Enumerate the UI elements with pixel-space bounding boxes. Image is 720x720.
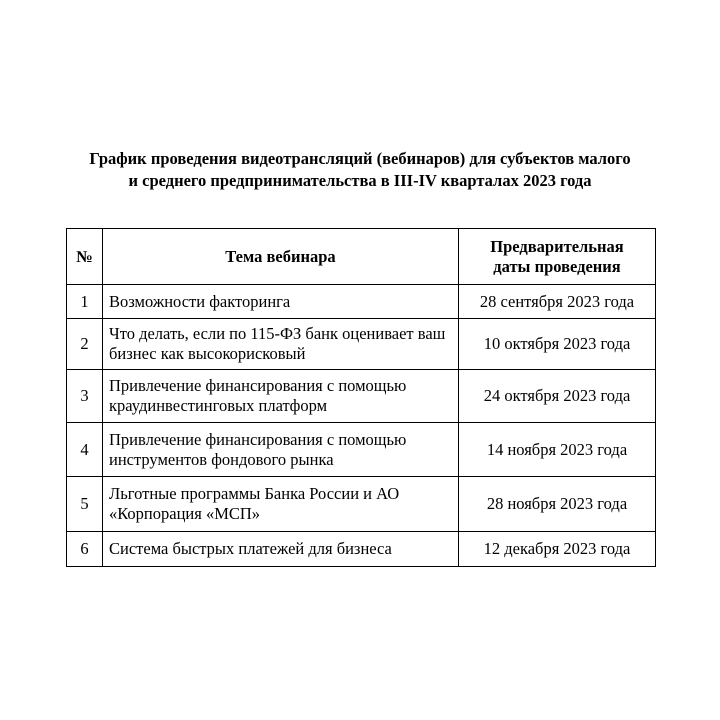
title-line-1: График проведения видеотрансляций (вебинаров) для субъектов малого: [89, 149, 631, 168]
row-number: 3: [67, 370, 103, 423]
row-number: 5: [67, 477, 103, 532]
title-line-2: и среднего предпринимательства в III-IV кварталах 2023 года: [128, 171, 592, 190]
row-date: 12 декабря 2023 года: [459, 532, 656, 567]
row-topic: Возможности факторинга: [103, 285, 459, 319]
table-row: [67, 370, 656, 423]
row-topic: Система быстрых платежей для бизнеса: [103, 532, 459, 567]
document-title: [40, 148, 680, 192]
row-date: 28 сентября 2023 года: [459, 285, 656, 319]
row-topic: Что делать, если по 115-ФЗ банк оценивает ваш бизнес как высокорисковый: [103, 319, 459, 370]
table-row: [67, 423, 656, 477]
row-topic: Привлечение финансирования с помощью инструментов фондового рынка: [103, 423, 459, 477]
row-date: 28 ноября 2023 года: [459, 477, 656, 532]
header-topic: Тема вебинара: [103, 229, 459, 285]
row-date: 10 октября 2023 года: [459, 319, 656, 370]
table-row: [67, 285, 656, 319]
header-date: [459, 229, 656, 285]
row-number: 2: [67, 319, 103, 370]
row-topic: Привлечение финансирования с помощью краудинвестинговых платформ: [103, 370, 459, 423]
row-number: 6: [67, 532, 103, 567]
table-row: [67, 319, 656, 370]
table-header-row: [67, 229, 656, 285]
row-topic: Льготные программы Банка России и АО «Корпорация «МСП»: [103, 477, 459, 532]
header-date-line-1: Предварительная: [490, 236, 624, 256]
table-row: [67, 532, 656, 567]
header-date-line-2: даты проведения: [493, 256, 621, 276]
row-number: 4: [67, 423, 103, 477]
row-date: 14 ноября 2023 года: [459, 423, 656, 477]
webinar-schedule-table: [66, 228, 656, 567]
table-row: [67, 477, 656, 532]
row-date: 24 октября 2023 года: [459, 370, 656, 423]
row-number: 1: [67, 285, 103, 319]
header-number: №: [67, 229, 103, 285]
